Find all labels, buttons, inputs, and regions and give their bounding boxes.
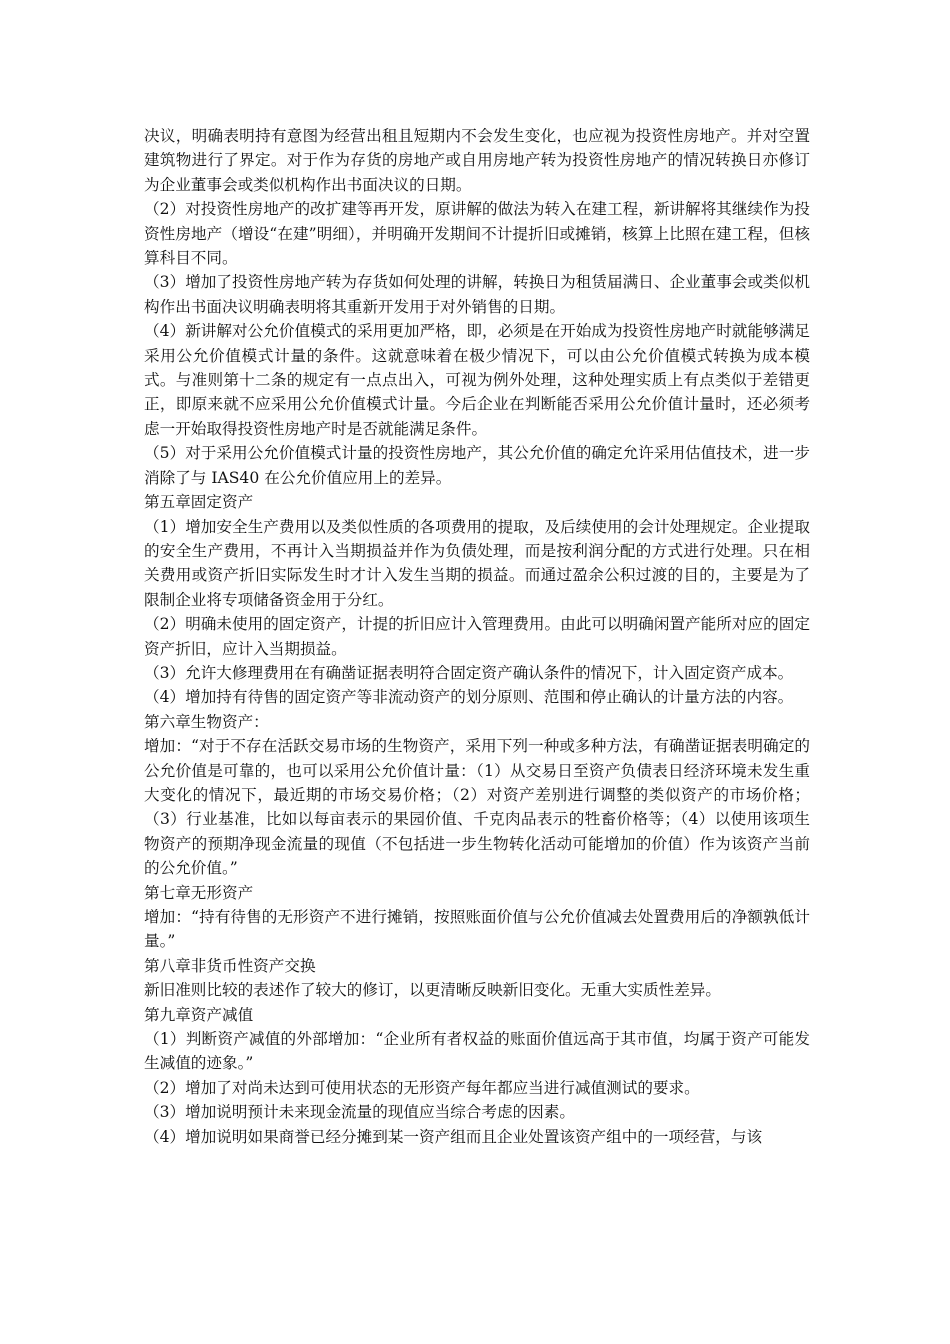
paragraph-non-monetary-exchange: 新旧准则比较的表述作了较大的修订，以更清晰反映新旧变化。无重大实质性差异。 [144,981,721,1000]
paragraph-fixed-assets-1: （1）增加安全生产费用以及类似性质的各项费用的提取，及后续使用的会计处理规定。企业提取的安全生产费用，不再计入当期损益并作为负债处理，而是按利润分配的方式进行处理。只在相关费用或资产折旧实际发生时才计入发生当期的损益。而通过盈余公积过渡的目的，主要是为了限制企业将专项储备资金用于分红。 [144,517,810,609]
paragraph-investment-property-2: （2）对投资性房地产的改扩建等再开发，原讲解的做法为转入在建工程，新讲解将其继续作为投资性房地产（增设“在建”明细），并明确开发期间不计提折旧或摊销，核算上比照在建工程，但核算科目不同。 [144,200,810,268]
paragraph-asset-impairment-4: （4）增加说明如果商誉已经分摊到某一资产组而且企业处置该资产组中的一项经营，与该 [144,1127,763,1146]
chapter-heading-intangible-assets: 第七章无形资产 [144,883,254,902]
paragraph-fixed-assets-4: （4）增加持有待售的固定资产等非流动资产的划分原则、范围和停止确认的计量方法的内容。 [144,688,794,707]
chapter-heading-non-monetary-exchange: 第八章非货币性资产交换 [144,956,316,975]
chapter-heading-asset-impairment: 第九章资产减值 [144,1005,254,1024]
paragraph-investment-property-3: （3）增加了投资性房地产转为存货如何处理的讲解，转换日为租赁届满日、企业董事会或类似机构作出书面决议明确表明将其重新开发用于对外销售的日期。 [144,273,810,316]
paragraph-investment-property-intro: 决议，明确表明持有意图为经营出租且短期内不会发生变化，也应视为投资性房地产。并对空置建筑物进行了界定。对于作为存货的房地产或自用房地产转为投资性房地产的情况转换日亦修订为企业董事会或类似机构作出书面决议的日期。 [144,127,810,194]
paragraph-asset-impairment-2: （2）增加了对尚未达到可使用状态的无形资产每年都应当进行减值测试的要求。 [144,1078,700,1097]
chapter-heading-fixed-assets: 第五章固定资产 [144,493,254,512]
paragraph-intangible-assets: 增加：“持有待售的无形资产不进行摊销，按照账面价值与公允价值减去处置费用后的净额孰低计量。” [144,908,810,951]
paragraph-fixed-assets-3: （3）允许大修理费用在有确凿证据表明符合固定资产确认条件的情况下，计入固定资产成本。 [144,663,794,682]
paragraph-biological-assets: 增加：“对于不存在活跃交易市场的生物资产，采用下列一种或多种方法，有确凿证据表明确定的公允价值是可靠的，也可以采用公允价值计量：（1）从交易日至资产负债表日经济环境未发生重大变化的情况下，最近期的市场交易价格；（2）对资产差别进行调整的类似资产的市场价格；（3）行业基准，比如以每亩表示的果园价值、千克肉品表示的牲畜价格等；（4）以使用该项生物资产的预期净现金流量的现值（不包括进一步生物转化活动可能增加的价值）作为该资产当前的公允价值。” [144,737,810,878]
paragraph-investment-property-5: （5）对于采用公允价值模式计量的投资性房地产，其公允价值的确定允许采用估值技术，进一步消除了与 IAS40 在公允价值应用上的差异。 [144,444,810,487]
chapter-heading-biological-assets: 第六章生物资产： [144,712,269,731]
paragraph-investment-property-4: （4）新讲解对公允价值模式的采用更加严格，即，必须是在开始成为投资性房地产时就能够满足采用公允价值模式计量的条件。这就意味着在极少情况下，可以由公允价值模式转换为成本模式。与准则第十二条的规定有一点点出入，可视为例外处理，这种处理实质上有点类似于差错更正，即原来就不应采用公允价值模式计量。今后企业在判断能否采用公允价值计量时，还必须考虑一开始取得投资性房地产时是否就能满足条件。 [144,322,810,438]
paragraph-fixed-assets-2: （2）明确未使用的固定资产，计提的折旧应计入管理费用。由此可以明确闲置产能所对应的固定资产折旧，应计入当期损益。 [144,615,810,658]
document-body [144,124,810,1149]
paragraph-asset-impairment-1: （1）判断资产减值的外部增加：“企业所有者权益的账面价值远高于其市值，均属于资产可能发生减值的迹象。” [144,1030,810,1073]
paragraph-asset-impairment-3: （3）增加说明预计未来现金流量的现值应当综合考虑的因素。 [144,1103,575,1122]
